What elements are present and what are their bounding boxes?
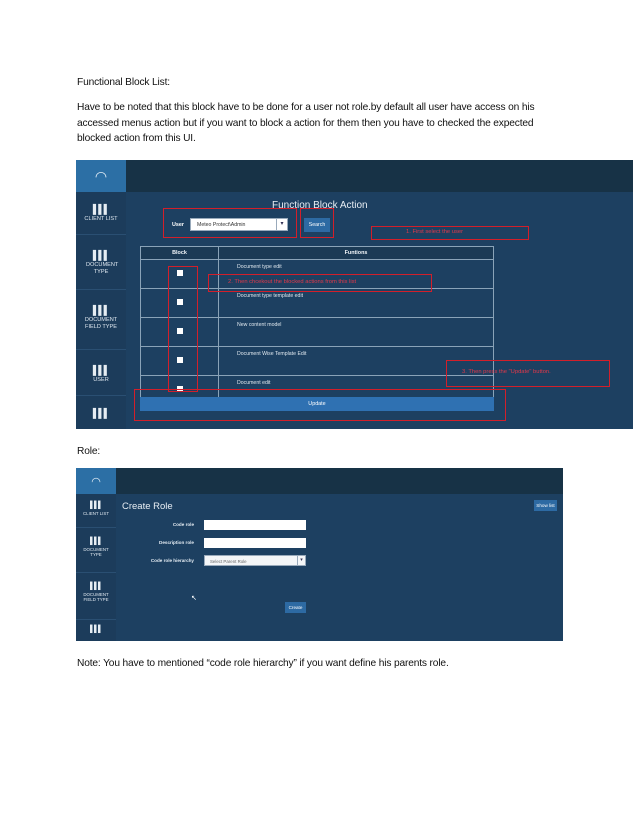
sidebar-item-label: DOCUMENT TYPE — [83, 546, 109, 557]
divider — [76, 234, 126, 235]
sidebar — [76, 192, 126, 429]
sidebar-item-client-list[interactable] — [76, 206, 126, 223]
create-role-screenshot — [76, 468, 563, 641]
bar-chart-icon: ▌▌▌ — [92, 305, 110, 315]
function-block-screenshot — [76, 160, 633, 429]
divider — [76, 349, 126, 350]
function-cell: Document Wise Template Edit — [219, 347, 494, 376]
function-cell: New content model — [219, 318, 494, 347]
sidebar — [76, 494, 116, 641]
sidebar-item-label: DOCUMENT FIELD TYPE — [84, 317, 118, 330]
chevron-down-icon[interactable]: ▾ — [297, 556, 305, 565]
bar-chart-icon: ▌▌▌ — [90, 583, 102, 590]
function-cell: Document type edit — [219, 260, 494, 289]
update-button[interactable]: Update — [140, 397, 494, 411]
divider — [76, 527, 116, 528]
divider — [76, 289, 126, 290]
sidebar-item-label: CLIENT LIST — [82, 510, 110, 516]
sidebar-item-label: CLIENT LIST — [84, 216, 118, 222]
section-heading-role: Role: — [77, 446, 101, 457]
bar-chart-icon: ▌▌▌ — [90, 502, 102, 509]
user-select-value: Meteo Protect\Admin — [197, 222, 246, 228]
page-title: Create Role — [122, 501, 173, 512]
parent-role-placeholder: Select Parent Role — [210, 559, 247, 564]
divider — [76, 572, 116, 573]
sidebar-item-label: DOCUMENT FIELD TYPE — [83, 591, 109, 602]
annotation-box-update — [134, 389, 506, 421]
bar-chart-icon: ▌▌▌ — [90, 626, 102, 633]
sidebar-item-document-type[interactable] — [76, 252, 126, 276]
code-role-hierarchy-label: Code role hierarchy — [150, 558, 194, 563]
annotation-step2: 2. Then chcekout the blocked actions from this list — [228, 279, 357, 285]
annotation-step3: 3. Then press the "Update" button. — [462, 369, 551, 375]
user-label: User — [172, 222, 184, 228]
sidebar-item-document-type[interactable] — [76, 539, 116, 558]
table-header-row — [141, 247, 494, 260]
divider — [76, 619, 116, 620]
search-button[interactable]: Search — [304, 218, 330, 232]
loading-spinner-icon: ◠ — [76, 160, 126, 192]
page-title: Function Block Action — [272, 200, 368, 211]
sidebar-item-document-field-type[interactable] — [76, 584, 116, 603]
code-role-input[interactable] — [204, 520, 306, 530]
sidebar-item-label: DOCUMENT TYPE — [86, 262, 119, 275]
annotation-box-search — [300, 208, 334, 238]
description-role-label: Description role — [159, 540, 194, 545]
chevron-down-icon[interactable]: ▾ — [276, 219, 287, 230]
bar-chart-icon: ▌▌▌ — [92, 408, 110, 418]
column-header-functions: Funtions — [219, 247, 494, 260]
sidebar-item-more[interactable] — [76, 410, 126, 420]
bar-chart-icon: ▌▌▌ — [90, 538, 102, 545]
intro-paragraph: Have to be noted that this block have to be done for a user not role.by default all user have access on his accessed menus action but if you want to block a action for them then you have to checked the expected blocked action from this UI. — [77, 102, 535, 144]
function-cell: Document edit — [219, 376, 494, 405]
divider — [76, 395, 126, 396]
description-role-input[interactable] — [204, 538, 306, 548]
sidebar-item-client-list[interactable] — [76, 503, 116, 516]
show-list-button[interactable]: Show list — [534, 500, 557, 511]
sidebar-item-more[interactable] — [76, 627, 116, 635]
bar-chart-icon: ▌▌▌ — [92, 365, 110, 375]
annotation-step1: 1. First select the user — [406, 229, 464, 235]
top-bar — [76, 160, 633, 192]
top-bar — [76, 468, 563, 494]
column-header-block: Block — [141, 247, 219, 260]
note-paragraph: Note: You have to mentioned “code role hierarchy” if you want define his parents role. — [77, 658, 449, 669]
annotation-box-checkboxes — [168, 266, 198, 392]
mouse-cursor-icon: ↖ — [191, 595, 197, 602]
section-heading-functional-block: Functional Block List: — [77, 77, 170, 88]
bar-chart-icon: ▌▌▌ — [92, 204, 110, 214]
annotation-box-user — [163, 208, 297, 238]
loading-spinner-icon: ◠ — [76, 468, 116, 494]
code-role-label: Code role — [172, 522, 194, 527]
sidebar-item-label: USER — [93, 377, 109, 383]
bar-chart-icon: ▌▌▌ — [92, 250, 110, 260]
sidebar-item-user[interactable] — [76, 367, 126, 384]
parent-role-select[interactable] — [204, 555, 306, 566]
function-cell: Document type template edit — [219, 289, 494, 318]
sidebar-item-document-field-type[interactable] — [76, 307, 126, 331]
create-button[interactable]: Create — [285, 602, 306, 613]
